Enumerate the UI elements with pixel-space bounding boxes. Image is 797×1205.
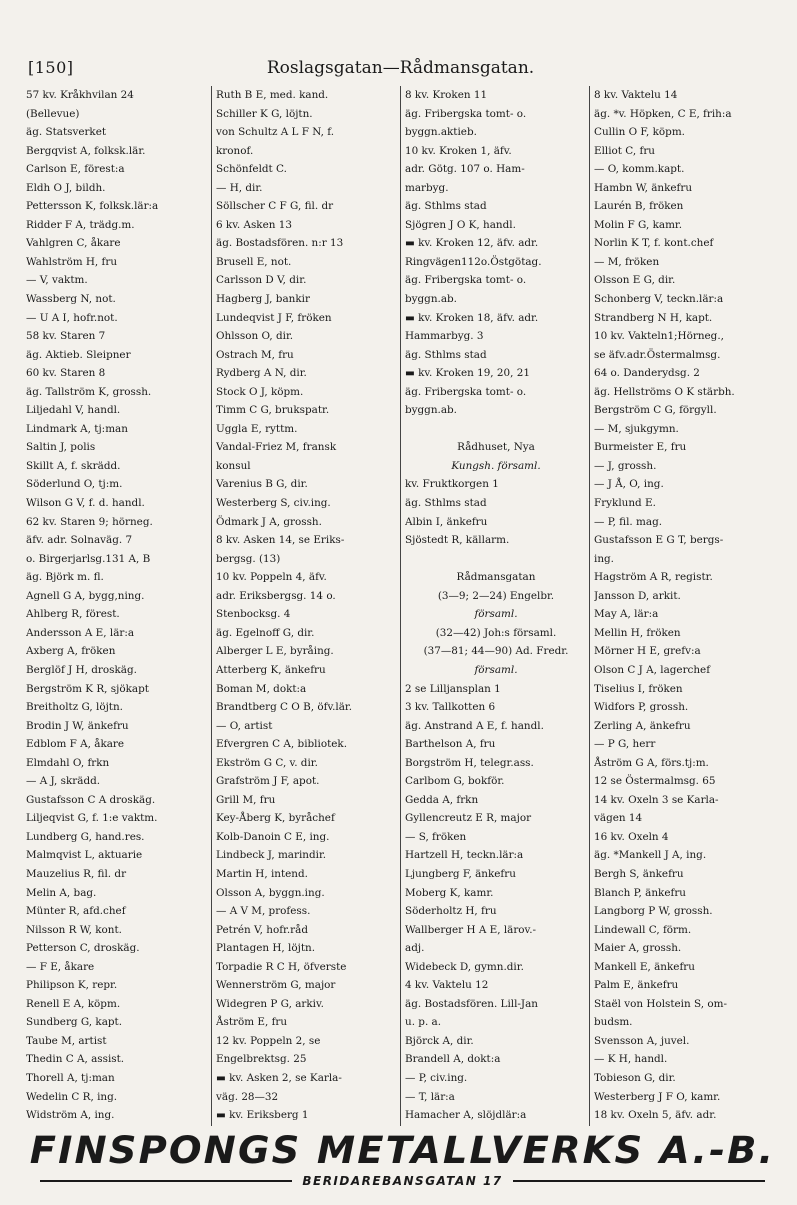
directory-entry: Zerling A, änkefru (594, 719, 691, 732)
directory-entry: Albin I, änkefru (405, 515, 488, 528)
directory-entry: byggn.ab. (405, 293, 457, 306)
directory-entry: — F E, åkare (26, 960, 95, 973)
directory-entry: ▬ kv. Eriksberg 1 (216, 1109, 309, 1122)
section-heading: (3—9; 2—24) Engelbr. (437, 589, 555, 602)
directory-entry: Varenius B G, dir. (216, 478, 308, 491)
directory-entry: äg. Egelnoff G, dir. (216, 626, 315, 639)
directory-entry: Hagström A R, registr. (594, 571, 713, 584)
directory-entry: Liljeqvist G, f. 1:e vaktm. (26, 812, 158, 825)
directory-entry: Norlin K T, f. kont.chef (594, 237, 714, 250)
directory-entry: äg. Bostadsfören. n:r 13 (216, 237, 344, 250)
directory-entry: Plantagen H, löjtn. (216, 942, 316, 955)
directory-entry: Cullin O F, köpm. (594, 126, 685, 139)
directory-entry: ▬ kv. Kroken 18, äfv. adr. (405, 311, 539, 324)
directory-entry: Hartzell H, teckn.lär:a (405, 849, 524, 862)
directory-entry: Olson C J A, lagerchef (594, 663, 711, 676)
directory-entry: Melin A, bag. (26, 886, 97, 899)
directory-entry: Rydberg A N, dir. (216, 367, 307, 380)
directory-entry: Gustafsson C A droskäg. (26, 793, 156, 806)
directory-entry: äg. Anstrand A E, f. handl. (405, 719, 544, 732)
directory-entry: Moberg K, kamr. (405, 886, 494, 899)
directory-entry: Sjögren J O K, handl. (405, 218, 516, 231)
directory-entry: Molin F G, kamr. (594, 218, 683, 231)
directory-entry: Stenbocksg. 4 (216, 608, 291, 621)
directory-entry: Elmdahl O, frkn (26, 756, 110, 769)
directory-entry: Tiselius I, fröken (594, 682, 683, 695)
ad-subtitle: BERIDAREBANSGATAN 17 (302, 1174, 503, 1188)
directory-entry: Andersson A E, lär:a (26, 626, 135, 639)
directory-entry: adr. Götg. 107 o. Ham- (405, 163, 525, 176)
directory-entry: o. Birgerjarlsg.131 A, B (26, 552, 151, 565)
directory-entry: Maier A, grossh. (594, 942, 682, 955)
directory-entry: ▬ kv. Asken 2, se Karla- (216, 1071, 342, 1084)
directory-entry: äg. Fribergska tomt- o. (405, 107, 527, 120)
directory-entry: ▬ kv. Kroken 12, äfv. adr. (405, 237, 539, 250)
directory-entry: 18 kv. Oxeln 5, äfv. adr. (594, 1109, 717, 1122)
directory-entry: 6 kv. Asken 13 (216, 218, 292, 231)
directory-entry: 12 se Östermalmsg. 65 (594, 775, 716, 788)
directory-entry: Wedelin C R, ing. (26, 1090, 118, 1103)
directory-entry: 60 kv. Staren 8 (26, 367, 106, 380)
directory-entry: Söllscher C F G, fil. dr (216, 200, 334, 213)
directory-entry: 10 kv. Kroken 1, äfv. (405, 144, 512, 157)
directory-entry: 57 kv. Kråkhvilan 24 (26, 89, 134, 101)
directory-entry: Thedin C A, assist. (26, 1053, 125, 1066)
directory-entry: — J Å, O, ing. (594, 478, 664, 491)
directory-entry: Kolb-Danoin C E, ing. (216, 830, 330, 843)
running-title: Roslagsgatan—Rådmansgatan. (266, 58, 535, 78)
directory-entry: äg. Fribergska tomt- o. (405, 385, 527, 398)
directory-entry: — U A I, hofr.not. (26, 311, 118, 324)
directory-entry: Palm E, änkefru (594, 979, 679, 992)
directory-entry: äg. Sthlms stad (405, 497, 487, 510)
directory-entry: Vahlgren C, åkare (26, 237, 121, 250)
directory-entry: 4 kv. Vaktelu 12 (405, 979, 489, 992)
directory-entry: äg. Björk m. fl. (26, 571, 104, 584)
ad-title: FINSPONGS METALLVERKS A.-B. (29, 1129, 776, 1172)
directory-entry: Schönfeldt C. (216, 163, 287, 176)
directory-entry: Nilsson R W, kont. (26, 923, 122, 936)
directory-entry: Thorell A, tj:man (26, 1071, 115, 1084)
directory-entry: konsul (216, 459, 251, 472)
directory-entry: Sundberg G, kapt. (26, 1016, 123, 1029)
directory-entry: Hamacher A, slöjdlär:a (405, 1109, 527, 1122)
directory-entry: äg. Bostadsfören. Lill-Jan (405, 997, 538, 1010)
directory-entry: bergsg. (13) (216, 552, 281, 565)
directory-columns (22, 86, 778, 1126)
directory-entry: Burmeister E, fru (594, 441, 687, 454)
directory-entry: äg. Sthlms stad (405, 348, 487, 361)
directory-entry: Gedda A, frkn (405, 793, 479, 806)
column-2 (211, 86, 400, 1126)
directory-entry: Barthelson A, fru (405, 738, 496, 751)
directory-entry: Brusell E, not. (216, 255, 292, 268)
directory-entry: Saltin J, polis (26, 441, 96, 454)
directory-entry: Brandtberg C O B, öfv.lär. (216, 701, 353, 714)
directory-entry: Stock O J, köpm. (216, 385, 304, 398)
directory-entry: 8 kv. Kroken 11 (405, 89, 488, 101)
directory-entry: Berglöf J H, droskäg. (26, 663, 137, 676)
directory-entry: äg. *Mankell J A, ing. (594, 849, 707, 862)
directory-entry: Bergqvist A, folksk.lär. (26, 144, 146, 157)
directory-entry: Bergström K R, sjökapt (26, 682, 149, 695)
directory-entry: Staël von Holstein S, om- (594, 997, 727, 1010)
ad-rule-right (513, 1180, 765, 1182)
directory-entry: Laurén B, fröken (594, 200, 684, 213)
directory-entry: Wallberger H A E, lärov.- (405, 923, 537, 936)
directory-entry: äfv. adr. Solnaväg. 7 (26, 534, 133, 547)
directory-entry: Skillt A, f. skrädd. (26, 459, 121, 472)
directory-entry: Ahlberg R, förest. (26, 608, 120, 621)
directory-entry: Philipson K, repr. (26, 979, 118, 992)
directory-entry: 12 kv. Poppeln 2, se (216, 1034, 321, 1047)
directory-entry: Brandell A, dokt:a (405, 1053, 501, 1066)
directory-entry: Åström E, fru (216, 1016, 288, 1029)
directory-entry: Ringvägen112o.Östgötag. (405, 255, 542, 268)
directory-entry: Hambn W, änkefru (594, 181, 693, 194)
directory-entry: Söderlund O, tj:m. (26, 478, 123, 491)
directory-entry: 58 kv. Staren 7 (26, 330, 106, 343)
directory-entry: — M, sjukgymn. (594, 422, 679, 435)
directory-entry: kv. Fruktkorgen 1 (405, 478, 499, 491)
directory-entry: väg. 28—32 (216, 1090, 279, 1103)
section-heading: församl. (474, 608, 518, 621)
directory-entry: — V, vaktm. (26, 274, 88, 287)
directory-entry: adr. Eriksbergsg. 14 o. (216, 589, 336, 602)
directory-entry: — O, komm.kapt. (594, 163, 685, 176)
directory-entry: 8 kv. Asken 14, se Eriks- (216, 534, 345, 547)
directory-entry: Mellin H, fröken (594, 626, 681, 639)
directory-entry: Brodin J W, änkefru (26, 719, 129, 732)
directory-entry: Widegren P G, arkiv. (216, 997, 324, 1010)
directory-entry: 64 o. Danderydsg. 2 (594, 367, 700, 380)
directory-entry: Olsson A, byggn.ing. (216, 886, 325, 899)
section-heading: församl. (474, 663, 518, 676)
directory-entry: Lindmark A, tj:man (26, 422, 128, 435)
directory-entry: Pettersson K, folksk.lär:a (26, 200, 159, 213)
directory-entry: Langborg P W, grossh. (594, 905, 713, 918)
directory-entry: Atterberg K, änkefru (216, 663, 326, 676)
directory-entry: se äfv.adr.Östermalmsg. (594, 348, 721, 361)
directory-entry: Mörner H E, grefv:a (594, 645, 701, 658)
directory-entry: Wennerström G, major (216, 979, 336, 992)
section-heading: (37—81; 44—90) Ad. Fredr. (423, 645, 569, 658)
directory-entry: — K H, handl. (594, 1053, 668, 1066)
directory-entry: äg. Statsverket (26, 126, 107, 139)
directory-entry: — H, dir. (216, 181, 263, 194)
directory-entry: Widebeck D, gymn.dir. (405, 960, 524, 973)
directory-entry: Bergström C G, förgyll. (594, 404, 717, 417)
directory-entry: Wilson G V, f. d. handl. (26, 497, 145, 510)
directory-entry: 2 se Lilljansplan 1 (405, 682, 501, 695)
directory-entry: Ekström G C, v. dir. (216, 756, 318, 769)
directory-entry: Boman M, dokt:a (216, 682, 307, 695)
directory-entry: — O, artist (216, 719, 273, 732)
directory-entry: Lundberg G, hand.res. (26, 830, 145, 843)
directory-entry: Lundeqvist J F, fröken (216, 311, 332, 324)
directory-entry: 10 kv. Vakteln1;Hörneg., (594, 330, 724, 343)
directory-entry: Ohlsson O, dir. (216, 330, 294, 343)
directory-entry: — J, grossh. (594, 459, 657, 472)
directory-entry: Carlbom G, bokför. (405, 775, 505, 788)
ad-rule-left (40, 1180, 292, 1182)
directory-entry: Svensson A, juvel. (594, 1034, 690, 1047)
page-header (28, 58, 773, 82)
directory-entry: ▬ kv. Kroken 19, 20, 21 (405, 367, 530, 380)
directory-entry: Vandal-Friez M, fransk (216, 441, 337, 454)
directory-entry: 62 kv. Staren 9; hörneg. (26, 515, 153, 528)
directory-entry: Schonberg V, teckn.lär:a (594, 293, 724, 306)
directory-entry: — P, fil. mag. (594, 515, 663, 528)
directory-entry: Borgström H, telegr.ass. (405, 756, 534, 769)
directory-entry: äg. Hellströms O K stärbh. (594, 385, 735, 398)
column-3 (400, 86, 589, 1126)
directory-entry: Ridder F A, trädg.m. (26, 218, 135, 231)
directory-entry (216, 1125, 398, 1126)
directory-entry: byggn.ab. (405, 404, 457, 417)
directory-entry: Tobieson G, dir. (594, 1071, 676, 1084)
directory-entry: Blanch P, änkefru (594, 886, 686, 899)
directory-entry: Mankell E, änkefru (594, 960, 695, 973)
directory-entry: Åström G A, förs.tj:m. (594, 756, 709, 769)
directory-entry (405, 1125, 587, 1126)
directory-entry: Strandberg N H, kapt. (594, 311, 713, 324)
directory-entry: Björck A, dir. (405, 1034, 474, 1047)
directory-entry: — A J, skrädd. (26, 775, 101, 788)
directory-entry: äg. *v. Höpken, C E, frih:a (594, 107, 732, 120)
directory-entry: Widfors P, grossh. (594, 701, 689, 714)
directory-entry (405, 550, 587, 569)
directory-entry: Elliot C, fru (594, 144, 655, 157)
directory-entry: Carlsson D V, dir. (216, 274, 307, 287)
directory-entry (26, 1125, 209, 1126)
directory-entry: u. p. a. (405, 1016, 442, 1029)
directory-entry: Mauzelius R, fil. dr (26, 867, 127, 880)
section-heading: Kungsh. församl. (451, 459, 541, 472)
directory-entry: Martin H, intend. (216, 867, 308, 880)
directory-entry: Grill M, fru (216, 793, 276, 806)
directory-entry: Renell E A, köpm. (26, 997, 121, 1010)
directory-entry: Agnell G A, bygg,ning. (26, 589, 145, 602)
directory-entry: Ljungberg F, änkefru (405, 867, 516, 880)
directory-entry: Malmqvist L, aktuarie (26, 849, 143, 862)
directory-entry: Ödmark J A, grossh. (216, 515, 322, 528)
directory-entry: Münter R, afd.chef (26, 905, 126, 918)
directory-entry: Breitholtz G, löjtn. (26, 701, 123, 714)
page-number: [150] (28, 58, 74, 77)
directory-entry: — M, fröken (594, 255, 660, 268)
column-1 (22, 86, 211, 1126)
directory-entry: 8 kv. Vaktelu 14 (594, 89, 678, 101)
directory-entry: Schiller K G, löjtn. (216, 107, 313, 120)
directory-entry: Eldh O J, bildh. (26, 181, 106, 194)
directory-entry: von Schultz A L F N, f. (216, 126, 335, 139)
directory-entry: Westerberg J F O, kamr. (594, 1090, 721, 1103)
ad-subtitle-row (40, 1174, 765, 1188)
directory-entry: Ostrach M, fru (216, 348, 294, 361)
directory-entry: Gustafsson E G T, bergs- (594, 534, 724, 547)
section-heading: Rådmansgatan (456, 571, 536, 584)
directory-entry: Alberger L E, byråing. (216, 645, 334, 658)
directory-entry: Söderholtz H, fru (405, 905, 497, 918)
directory-entry: kronof. (216, 144, 254, 157)
directory-entry: Uggla E, ryttm. (216, 422, 298, 435)
directory-entry: Fryklund E. (594, 497, 656, 510)
directory-entry: Petterson C, droskäg. (26, 942, 140, 955)
directory-entry: Engelbrektsg. 25 (216, 1053, 307, 1066)
directory-entry (594, 1125, 776, 1126)
directory-entry: vägen 14 (594, 812, 643, 825)
directory-entry: äg. Aktieb. Sleipner (26, 348, 131, 361)
directory-entry: Bergh S, änkefru (594, 867, 684, 880)
directory-entry: Timm C G, brukspatr. (216, 404, 330, 417)
directory-entry: ing. (594, 552, 614, 565)
directory-entry: Wassberg N, not. (26, 293, 116, 306)
directory-entry: Carlson E, förest:a (26, 163, 125, 176)
directory-entry (405, 420, 587, 439)
directory-entry: — A V M, profess. (216, 905, 311, 918)
directory-entry: Grafström J F, apot. (216, 775, 320, 788)
directory-entry: Olsson E G, dir. (594, 274, 676, 287)
directory-entry: äg. Tallström K, grossh. (26, 385, 152, 398)
directory-entry: Taube M, artist (26, 1034, 107, 1047)
directory-entry: äg. Fribergska tomt- o. (405, 274, 527, 287)
directory-entry: 16 kv. Oxeln 4 (594, 830, 669, 843)
directory-entry: 3 kv. Tallkotten 6 (405, 701, 496, 714)
directory-entry: Hagberg J, bankir (216, 293, 310, 306)
section-heading: (32—42) Joh:s församl. (435, 626, 557, 639)
directory-entry: — S, fröken (405, 830, 467, 843)
directory-entry: Gyllencreutz E R, major (405, 812, 532, 825)
directory-entry: May A, lär:a (594, 608, 659, 621)
directory-entry: Hammarbyg. 3 (405, 330, 484, 343)
directory-entry: Efvergren C A, bibliotek. (216, 738, 347, 751)
advertisement-footer (29, 1129, 776, 1200)
directory-entry: Sjöstedt R, källarm. (405, 534, 510, 547)
directory-entry: — T, lär:a (405, 1090, 455, 1103)
directory-entry: byggn.aktieb. (405, 126, 477, 139)
directory-entry: Wahlström H, fru (26, 255, 118, 268)
directory-entry: äg. Sthlms stad (405, 200, 487, 213)
directory-entry: Ruth B E, med. kand. (216, 89, 329, 101)
directory-entry: marbyg. (405, 181, 449, 194)
directory-entry: Westerberg S, civ.ing. (216, 497, 331, 510)
section-heading: Rådhuset, Nya (457, 441, 535, 454)
column-4 (589, 86, 778, 1126)
directory-entry: — P, civ.ing. (405, 1071, 468, 1084)
directory-entry: Axberg A, fröken (26, 645, 116, 658)
directory-entry: Lindbeck J, marindir. (216, 849, 327, 862)
directory-entry: (Bellevue) (26, 107, 80, 120)
directory-entry: Liljedahl V, handl. (26, 404, 121, 417)
directory-entry: Key-Åberg K, byråchef (216, 812, 335, 825)
directory-entry: — P G, herr (594, 738, 656, 751)
directory-entry: Petrén V, hofr.råd (216, 923, 308, 936)
directory-entry: Lindewall C, förm. (594, 923, 692, 936)
directory-entry: Torpadie R C H, öfverste (216, 960, 347, 973)
directory-entry: Widström A, ing. (26, 1109, 115, 1122)
directory-entry: 14 kv. Oxeln 3 se Karla- (594, 793, 719, 806)
directory-entry: budsm. (594, 1016, 633, 1029)
directory-entry: Jansson D, arkit. (594, 589, 681, 602)
directory-entry: 10 kv. Poppeln 4, äfv. (216, 571, 327, 584)
directory-entry: Edblom F A, åkare (26, 738, 125, 751)
directory-entry: adj. (405, 942, 425, 955)
